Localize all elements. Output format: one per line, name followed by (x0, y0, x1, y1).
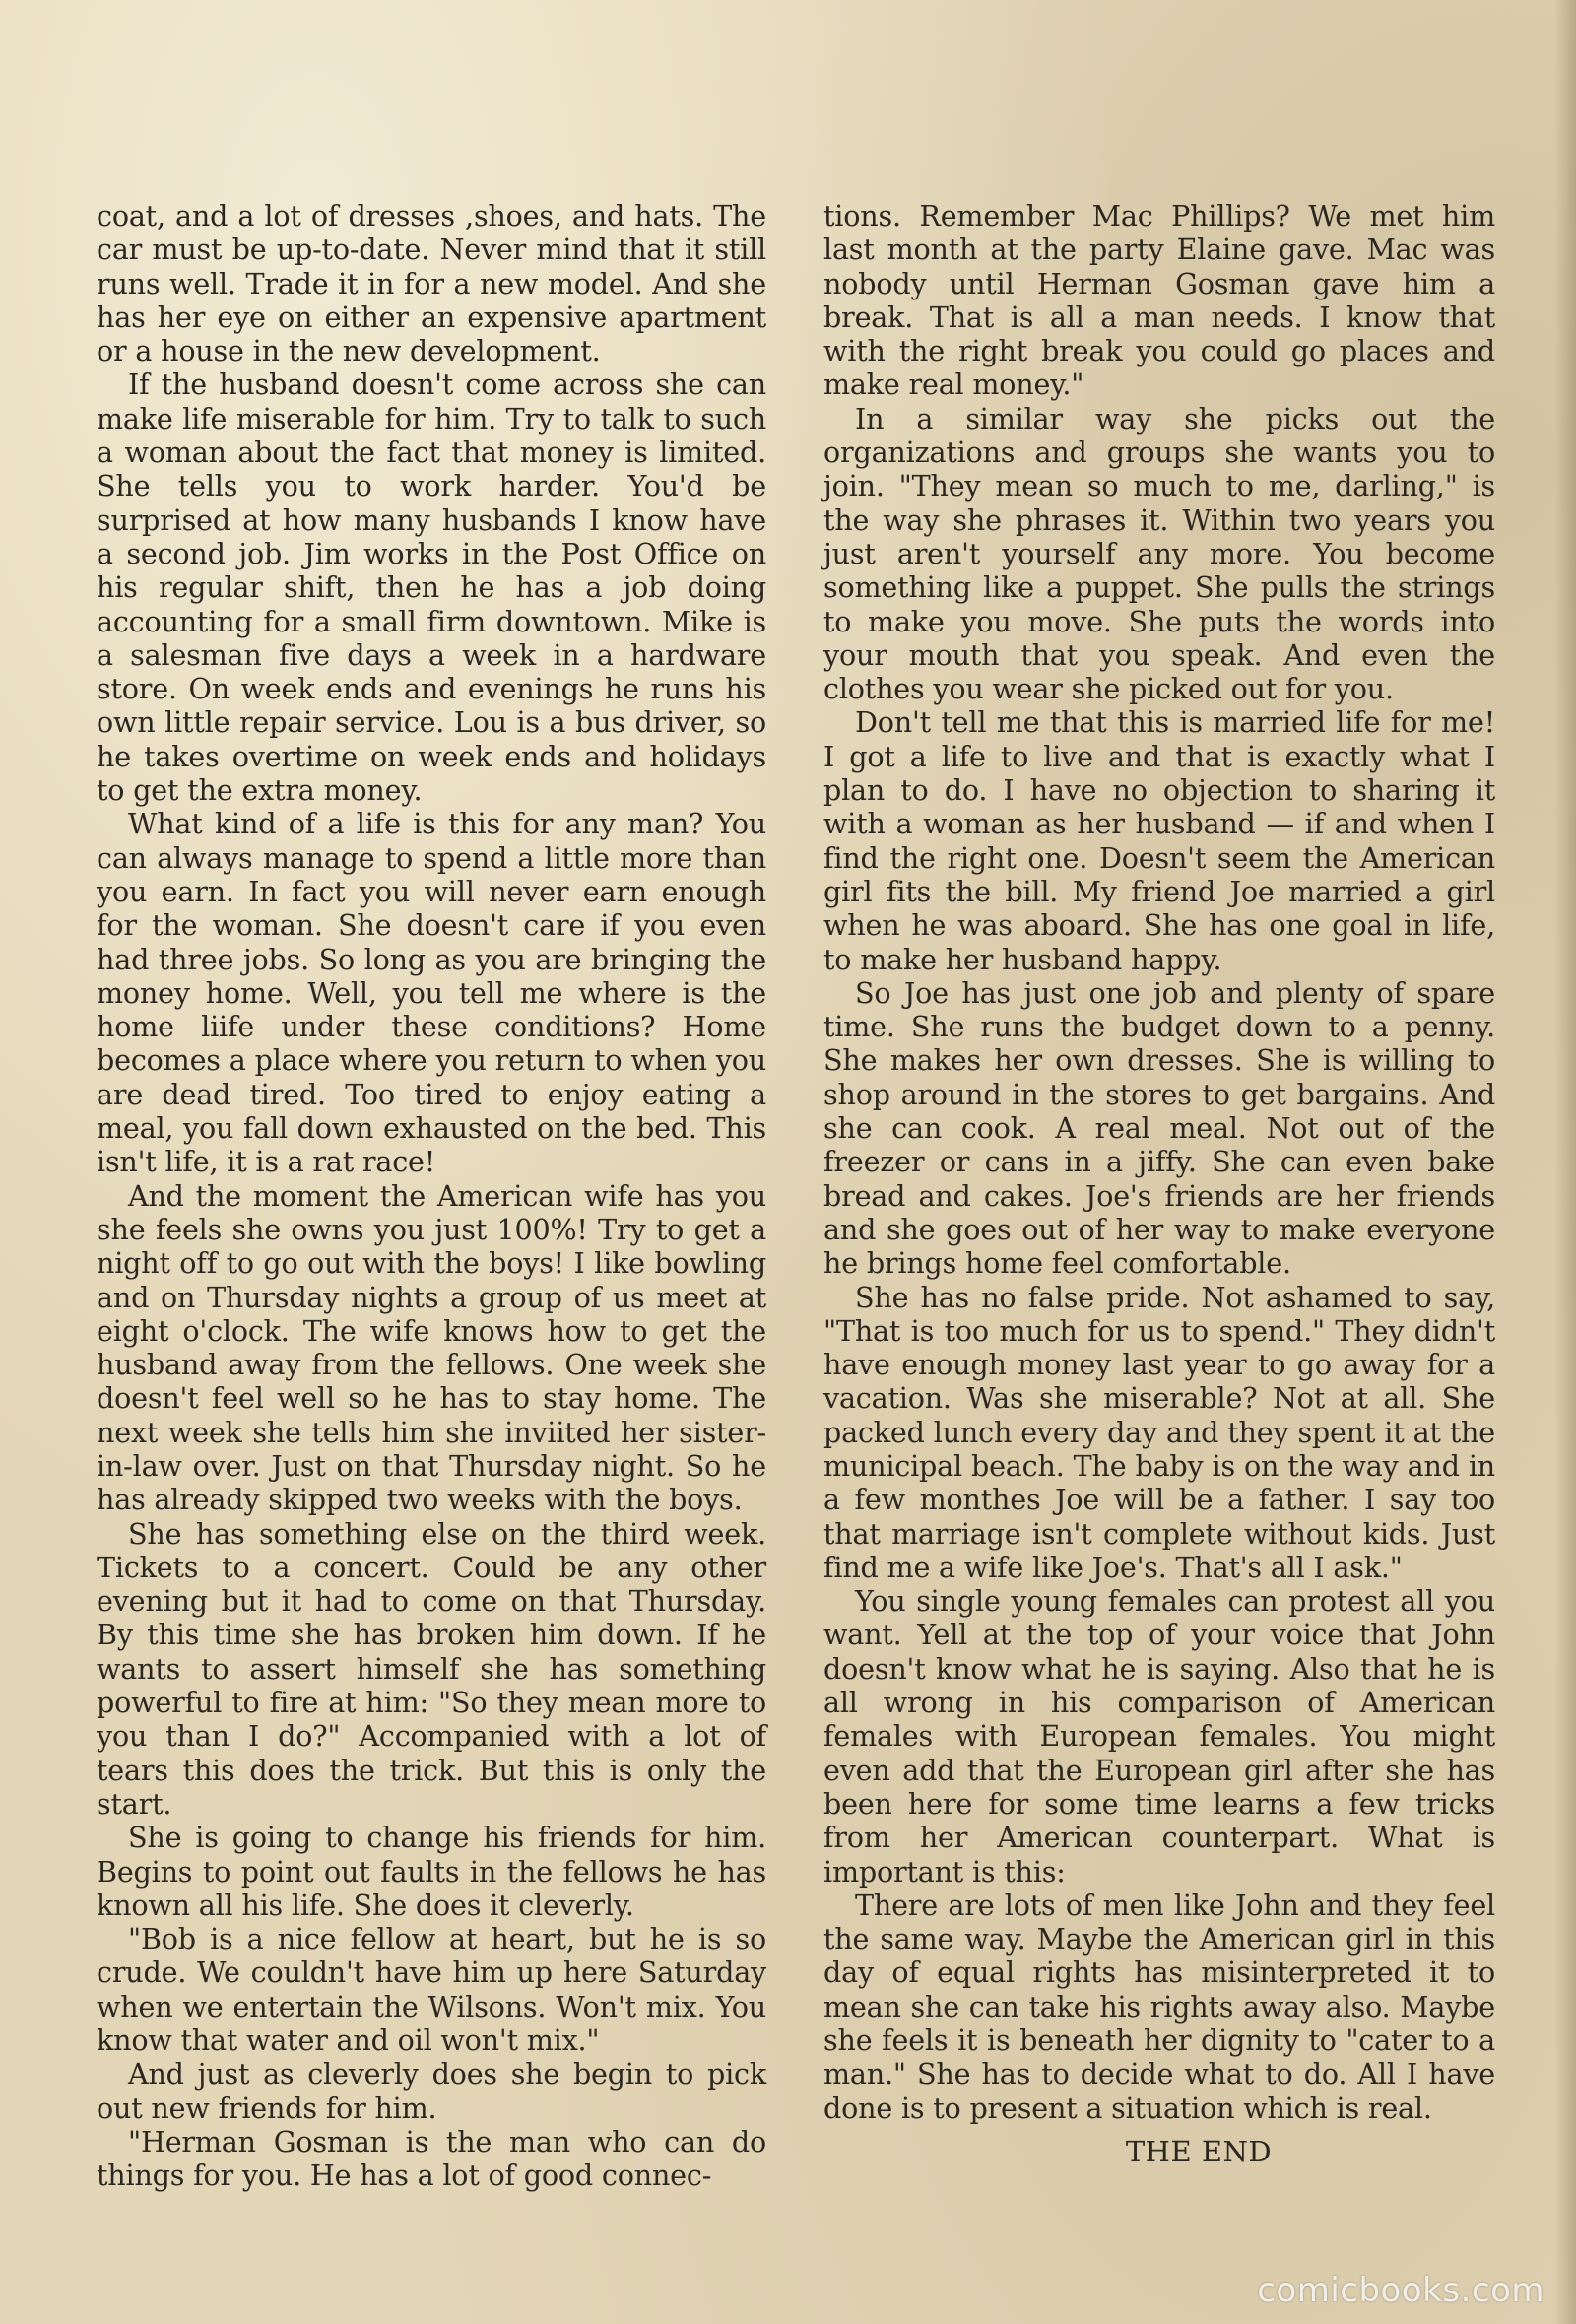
left-paragraph-3: What kind of a life is this for any man? You can always manage to spend a little more than you earn. In fact you will never earn enough for the woman. She doesn't care if you even had three jobs. So long as you are bringing the money home. Well, you tell me where is the home liife under these conditions? Home becomes a place where you return to when you are dead tired. Too tired to enjoy eating a meal, you fall down exhausted on the bed. This isn't life, it is a rat race! (97, 807, 766, 1179)
right-paragraph-5: She has no false pride. Not ashamed to say, "That is too much for us to spend." They didn't have enough money last year to go away for a vacation. Was she miserable? Not at all. She packed lunch every day and they spent it at the municipal beach. The baby is on the way and in a few monthes Joe will be a father. I say too that marriage isn't complete without kids. Just find me a wife like Joe's. That's all I ask." (823, 1280, 1495, 1584)
left-paragraph-7: "Bob is a nice fellow at heart, but he is so crude. We couldn't have him up here Saturday when we entertain the Wilsons. Won't mix. You know that water and oil won't mix." (97, 1922, 766, 2058)
left-paragraph-9: "Herman Gosman is the man who can do things for you. He has a lot of good connec- (97, 2124, 766, 2193)
left-paragraph-1: coat, and a lot of dresses ,shoes, and hats. The car must be up-to-date. Never mind that it still runs well. Trade it in for a new model. And she has her eye on either an expensive apartment or a house in the new development. (97, 199, 766, 368)
left-paragraph-5: She has something else on the third week. Tickets to a concert. Could be any other evening but it had to come on that Thursday. By this time she has broken him down. If he wants to assert himself she has something powerful to fire at him: "So they mean more to you than I do?" Accompanied with a lot of tears this does the trick. But this is only the start. (97, 1516, 766, 1821)
left-paragraph-4: And the moment the American wife has you she feels she owns you just 100%! Try to get a night off to go out with the boys! I like bowling and on Thursday nights a group of us meet at eight o'clock. The wife knows how to get the husband away from the fellows. One week she doesn't feel well so he has to stay home. The next week she tells him she inviited her sister-in-law over. Just on that Thursday night. So he has already skipped two weeks with the boys. (97, 1178, 766, 1517)
the-end-label: THE END (1125, 2134, 1273, 2168)
right-paragraph-2: In a similar way she picks out the organizations and groups she wants you to join. "They mean so much to me, darling," is the way she phrases it. Within two years you just aren't yourself any more. You become something like a puppet. She pulls the strings to make you move. She puts the words into your mouth that you speak. And even the clothes you wear she picked out for you. (823, 401, 1495, 706)
left-paragraph-2: If the husband doesn't come across she can make life miserable for him. Try to talk to such a woman about the fact that money is limited. She tells you to work harder. You'd be surprised at how many husbands I know have a second job. Jim works in the Post Office on his regular shift, then he has a job doing accounting for a small firm downtown. Mike is a salesman five days a week in a hardware store. On week ends and evenings he runs his own little repair service. Lou is a bus driver, so he takes overtime on week ends and holidays to get the extra money. (97, 367, 766, 808)
right-column (823, 199, 1495, 2168)
left-paragraph-8: And just as cleverly does she begin to pick out new friends for him. (97, 2057, 766, 2125)
left-column (97, 199, 766, 2193)
right-paragraph-6: You single young females can protest all you want. Yell at the top of your voice that John doesn't know what he is saying. Also that he is all wrong in his comparison of American females with European females. You might even add that the European girl after she has been here for some time learns a few tricks from her American counterpart. What is important is this: (823, 1584, 1495, 1889)
right-paragraph-1: tions. Remember Mac Phillips? We met him last month at the party Elaine gave. Mac was nobody until Herman Gosman gave him a break. That is all a man needs. I know that with the right break you could go places and make real money." (823, 199, 1495, 402)
right-paragraph-3: Don't tell me that this is married life for me! I got a life to live and that is exactly what I plan to do. I have no objection to sharing it with a woman as her husband — if and when I find the right one. Doesn't seem the American girl fits the bill. My friend Joe married a girl when he was aboard. She has one goal in life, to make her husband happy. (823, 705, 1495, 976)
site-watermark: comicbooks.com (1257, 2271, 1544, 2310)
right-paragraph-4: So Joe has just one job and plenty of spare time. She runs the budget down to a penny. She makes her own dresses. She is willing to shop around in the stores to get bargains. And she can cook. A real meal. Not out of the freezer or cans in a jiffy. She can even bake bread and cakes. Joe's friends are her friends and she goes out of her way to make everyone he brings home feel comfortable. (823, 975, 1495, 1281)
page-edge-shadow (1554, 0, 1576, 2324)
left-paragraph-6: She is going to change his friends for him. Begins to point out faults in the fellows he has known all his life. She does it cleverly. (97, 1821, 766, 1922)
right-paragraph-7: There are lots of men like John and they feel the same way. Maybe the American girl in this day of equal rights has misinterpreted it to mean she can take his rights away also. Maybe she feels it is beneath her dignity to "cater to a man." She has to decide what to do. All I have done is to present a situation which is real. (823, 1888, 1495, 2125)
